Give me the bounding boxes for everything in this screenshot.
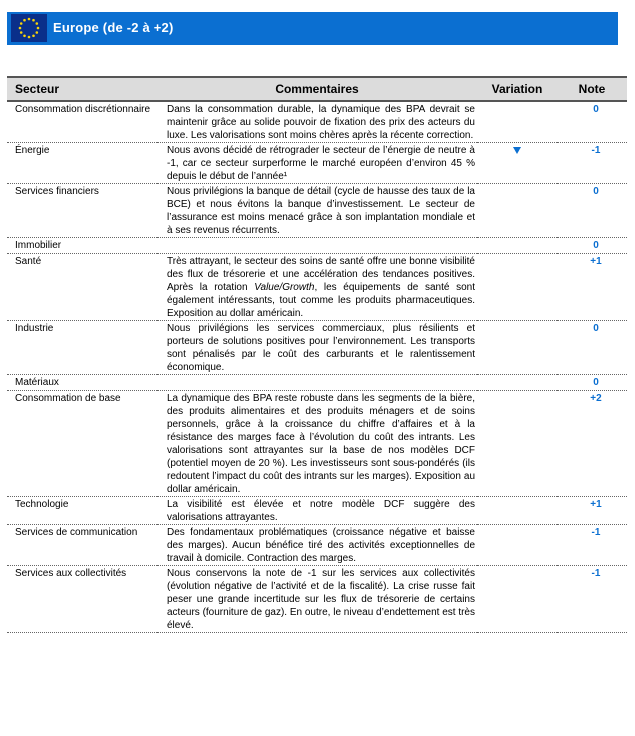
table-row: [7, 375, 627, 391]
variation-cell: [477, 321, 557, 375]
sector-name: Services de communication: [7, 525, 157, 566]
note-value: 0: [557, 184, 627, 238]
variation-cell: [477, 254, 557, 321]
table-row: [7, 254, 627, 321]
table-row: [7, 525, 627, 566]
sector-name: Énergie: [7, 143, 157, 184]
sector-name: Services aux collectivités: [7, 566, 157, 633]
note-value: +1: [557, 254, 627, 321]
header-comments: Commentaires: [157, 77, 477, 101]
note-value: -1: [557, 143, 627, 184]
sector-comment: [157, 238, 477, 254]
note-value: +1: [557, 497, 627, 525]
sector-comment: Nous conservons la note de -1 sur les services aux collectivités (évolution négative de l’activité et de la fiscalité). La crise russe fait peser une grande incertitude sur les flux de trésorerie de certains acteurs (fourniture de gaz). En outre, le niveau d’endettement est très élevé.: [157, 566, 477, 633]
sector-comment: La visibilité est élevée et notre modèle DCF suggère des valorisations attrayantes.: [157, 497, 477, 525]
section-banner: [7, 12, 618, 45]
sector-table-container: [7, 76, 627, 633]
eu-flag-icon: [11, 14, 47, 42]
comment-text-italic: Value/Growth: [254, 282, 315, 293]
variation-cell: [477, 525, 557, 566]
variation-cell: [477, 184, 557, 238]
variation-cell: [477, 391, 557, 497]
banner-title: Europe (de -2 à +2): [53, 20, 174, 35]
variation-cell: [477, 143, 557, 184]
sector-name: Consommation discrétionnaire: [7, 101, 157, 143]
table-row: [7, 321, 627, 375]
variation-cell: [477, 101, 557, 143]
table-row: [7, 391, 627, 497]
table-row: [7, 143, 627, 184]
table-row: [7, 497, 627, 525]
sector-comment: Des fondamentaux problématiques (croissance négative et baisse des marges). Aucun bénéfice tiré des activités exceptionnelles de travail à domicile. Contraction des marges.: [157, 525, 477, 566]
sector-comment: La dynamique des BPA reste robuste dans les segments de la bière, des produits alimentaires et des produits ménagers et de soins personnels, grâce à la croissance du chiffre d’affaires et à la résistance des marges face à l’évolution du coût des intrants. Les valorisations sont attrayantes sur la base de nos modèles DCF (potentiel moyen de 20 %). Les investisseurs sont sous-pondérés (ils redoutent l’impact du coût des intrants sur les marges). Exposition au dollar américain.: [157, 391, 477, 497]
note-value: +2: [557, 391, 627, 497]
sector-comment: [157, 375, 477, 391]
header-variation: Variation: [477, 77, 557, 101]
sector-name: Consommation de base: [7, 391, 157, 497]
sector-comment: Nous privilégions la banque de détail (cycle de hausse des taux de la BCE) et nous évitons la banque d’investissement. Le secteur de l’assurance est moins menacé grâce à son implantation mondiale et à ses revenus récurrents.: [157, 184, 477, 238]
header-sector: Secteur: [7, 77, 157, 101]
sector-table: [7, 76, 627, 633]
sector-comment: [157, 254, 477, 321]
note-value: 0: [557, 238, 627, 254]
table-row: [7, 238, 627, 254]
sector-name: Santé: [7, 254, 157, 321]
sector-comment: Dans la consommation durable, la dynamique des BPA devrait se maintenir grâce au solide pouvoir de fixation des prix des acteurs du luxe. Les valorisations sont moins chères après la récente correction.: [157, 101, 477, 143]
table-row: [7, 101, 627, 143]
note-value: 0: [557, 101, 627, 143]
note-value: -1: [557, 566, 627, 633]
sector-name: Industrie: [7, 321, 157, 375]
note-value: 0: [557, 375, 627, 391]
sector-name: Services financiers: [7, 184, 157, 238]
note-value: 0: [557, 321, 627, 375]
variation-cell: [477, 497, 557, 525]
sector-name: Immobilier: [7, 238, 157, 254]
table-row: [7, 566, 627, 633]
sector-name: Matériaux: [7, 375, 157, 391]
comment-text-pre: Très attrayant, le secteur des soins de santé offre une bonne visibilité des flux de trésorerie et une accélération des tendances positives. Après la rotation: [167, 256, 475, 293]
down-triangle-icon: [513, 147, 521, 154]
variation-cell: [477, 566, 557, 633]
table-header-row: [7, 77, 627, 101]
header-note: Note: [557, 77, 627, 101]
note-value: -1: [557, 525, 627, 566]
sector-comment: Nous avons décidé de rétrograder le secteur de l’énergie de neutre à -1, car ce secteur surperforme le marché européen d’environ 45 % depuis le début de l’année¹: [157, 143, 477, 184]
table-row: [7, 184, 627, 238]
variation-cell: [477, 375, 557, 391]
sector-comment: Nous privilégions les services commerciaux, plus résilients et porteurs de solutions positives pour l’environnement. Les transports sont pénalisés par le coût des carburants et le ralentissement économique.: [157, 321, 477, 375]
variation-cell: [477, 238, 557, 254]
comment-text-post: , les équipements de santé sont également intéressants, tout comme les produits pharmaceutiques. Exposition au dollar américain.: [167, 282, 475, 319]
sector-name: Technologie: [7, 497, 157, 525]
